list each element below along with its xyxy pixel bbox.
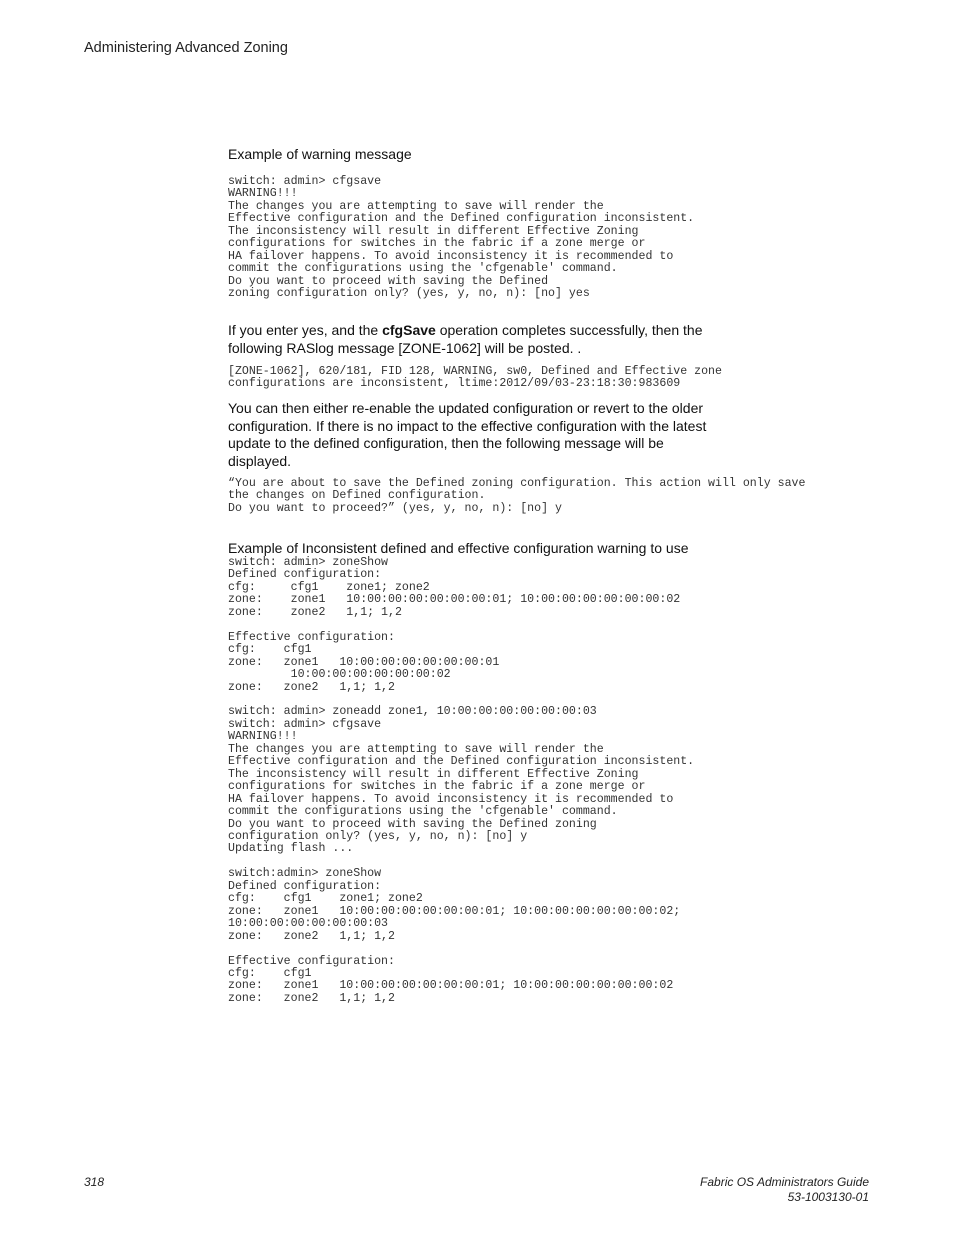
inconsistent-example-code-block xyxy=(228,557,908,1005)
raslog-code-block xyxy=(228,366,908,391)
inconsistent-example-code: switch: admin> zoneShow Defined configuration: cfg: cfg1 zone1; zone2 zone: zone1 10:00:00:00:00:00:00:01; 10:00:00:00:00:00:00:02 zone: zone2 1,1; 1,2 Effective configuration: cfg: cfg1 zone: zone1 10:00:00:00:00:00:00:01 10:00:00:00:00:00:00:02 zone: zone2 1,1; 1,2 switch: admin> zoneadd zone1, 10:00:00:00:00:00:00:03 switch: admin> cfgsave WARNING!!! The changes you are attempting to save will render the Effective configuration and the Defined configuration inconsistent. The inconsistency will result in different Effective Zoning configurations for switches in the fabric if a zone merge or HA failover happens. To avoid inconsistency it is recommended to commit the configurations using the 'cfgenable' command. Do you want to proceed with saving the Defined zoning configuration only? (yes, y, no, n): [no] y Updating flash ... switch:admin> zoneShow Defined configuration: cfg: cfg1 zone1; zone2 zone: zone1 10:00:00:00:00:00:00:01; 10:00:00:00:00:00:00:02; 10:00:00:00:00:00:00:03 zone: zone2 1,1; 1,2 Effective configuration: cfg: cfg1 zone: zone1 10:00:00:00:00:00:00:01; 10:00:00:00:00:00:00:02 zone: zone2 1,1; 1,2 xyxy=(228,556,695,1005)
raslog-paragraph xyxy=(228,322,728,357)
footer-doc-info xyxy=(700,1175,869,1205)
inconsistent-example-section xyxy=(228,540,908,558)
raslog-section xyxy=(228,322,728,357)
cfgsave-command-name: cfgSave xyxy=(382,322,436,338)
book-title: Fabric OS Administrators Guide xyxy=(700,1175,869,1189)
raslog-code: [ZONE-1062], 620/181, FID 128, WARNING, sw0, Defined and Effective zone configurations are inconsistent, ltime:2012/09/03-23:18:30:983609 xyxy=(228,365,722,391)
warning-example-section xyxy=(228,146,908,164)
warning-example-code-block xyxy=(228,176,908,301)
reenable-section xyxy=(228,400,718,470)
reenable-code-block xyxy=(228,478,908,515)
raslog-paragraph-start: If you enter yes, and the xyxy=(228,322,383,338)
reenable-code: “You are about to save the Defined zoning configuration. This action will only save the changes on Defined configuration. Do you want to proceed?” (yes, y, no, n): [no] y xyxy=(228,477,806,515)
page-number: 318 xyxy=(84,1175,105,1189)
running-header: Administering Advanced Zoning xyxy=(84,40,288,56)
warning-example-caption: Example of warning message xyxy=(228,146,412,162)
reenable-paragraph: You can then either re-enable the updated configuration or revert to the older configuration. If there is no impact to the effective configuration with the latest update to the defined configuration, then the following message will be displayed. xyxy=(228,400,707,469)
warning-example-code: switch: admin> cfgsave WARNING!!! The changes you are attempting to save will render the Effective configuration and the Defined configuration inconsistent. The inconsistency will result in different Effective Zoning configurations for switches in the fabric if a zone merge or HA failover happens. To avoid inconsistency it is recommended to commit the configurations using the 'cfgenable' command. Do you want to proceed with saving the Defined zoning configuration only? (yes, y, no, n): [no] yes xyxy=(228,175,695,301)
inconsistent-example-caption: Example of Inconsistent defined and effective configuration warning to use xyxy=(228,540,689,556)
doc-number: 53-1003130-01 xyxy=(787,1190,869,1204)
raslog-paragraph-end: operation completes successfully, then the following RASlog message [ZONE-1062] will be posted. . xyxy=(228,322,703,356)
